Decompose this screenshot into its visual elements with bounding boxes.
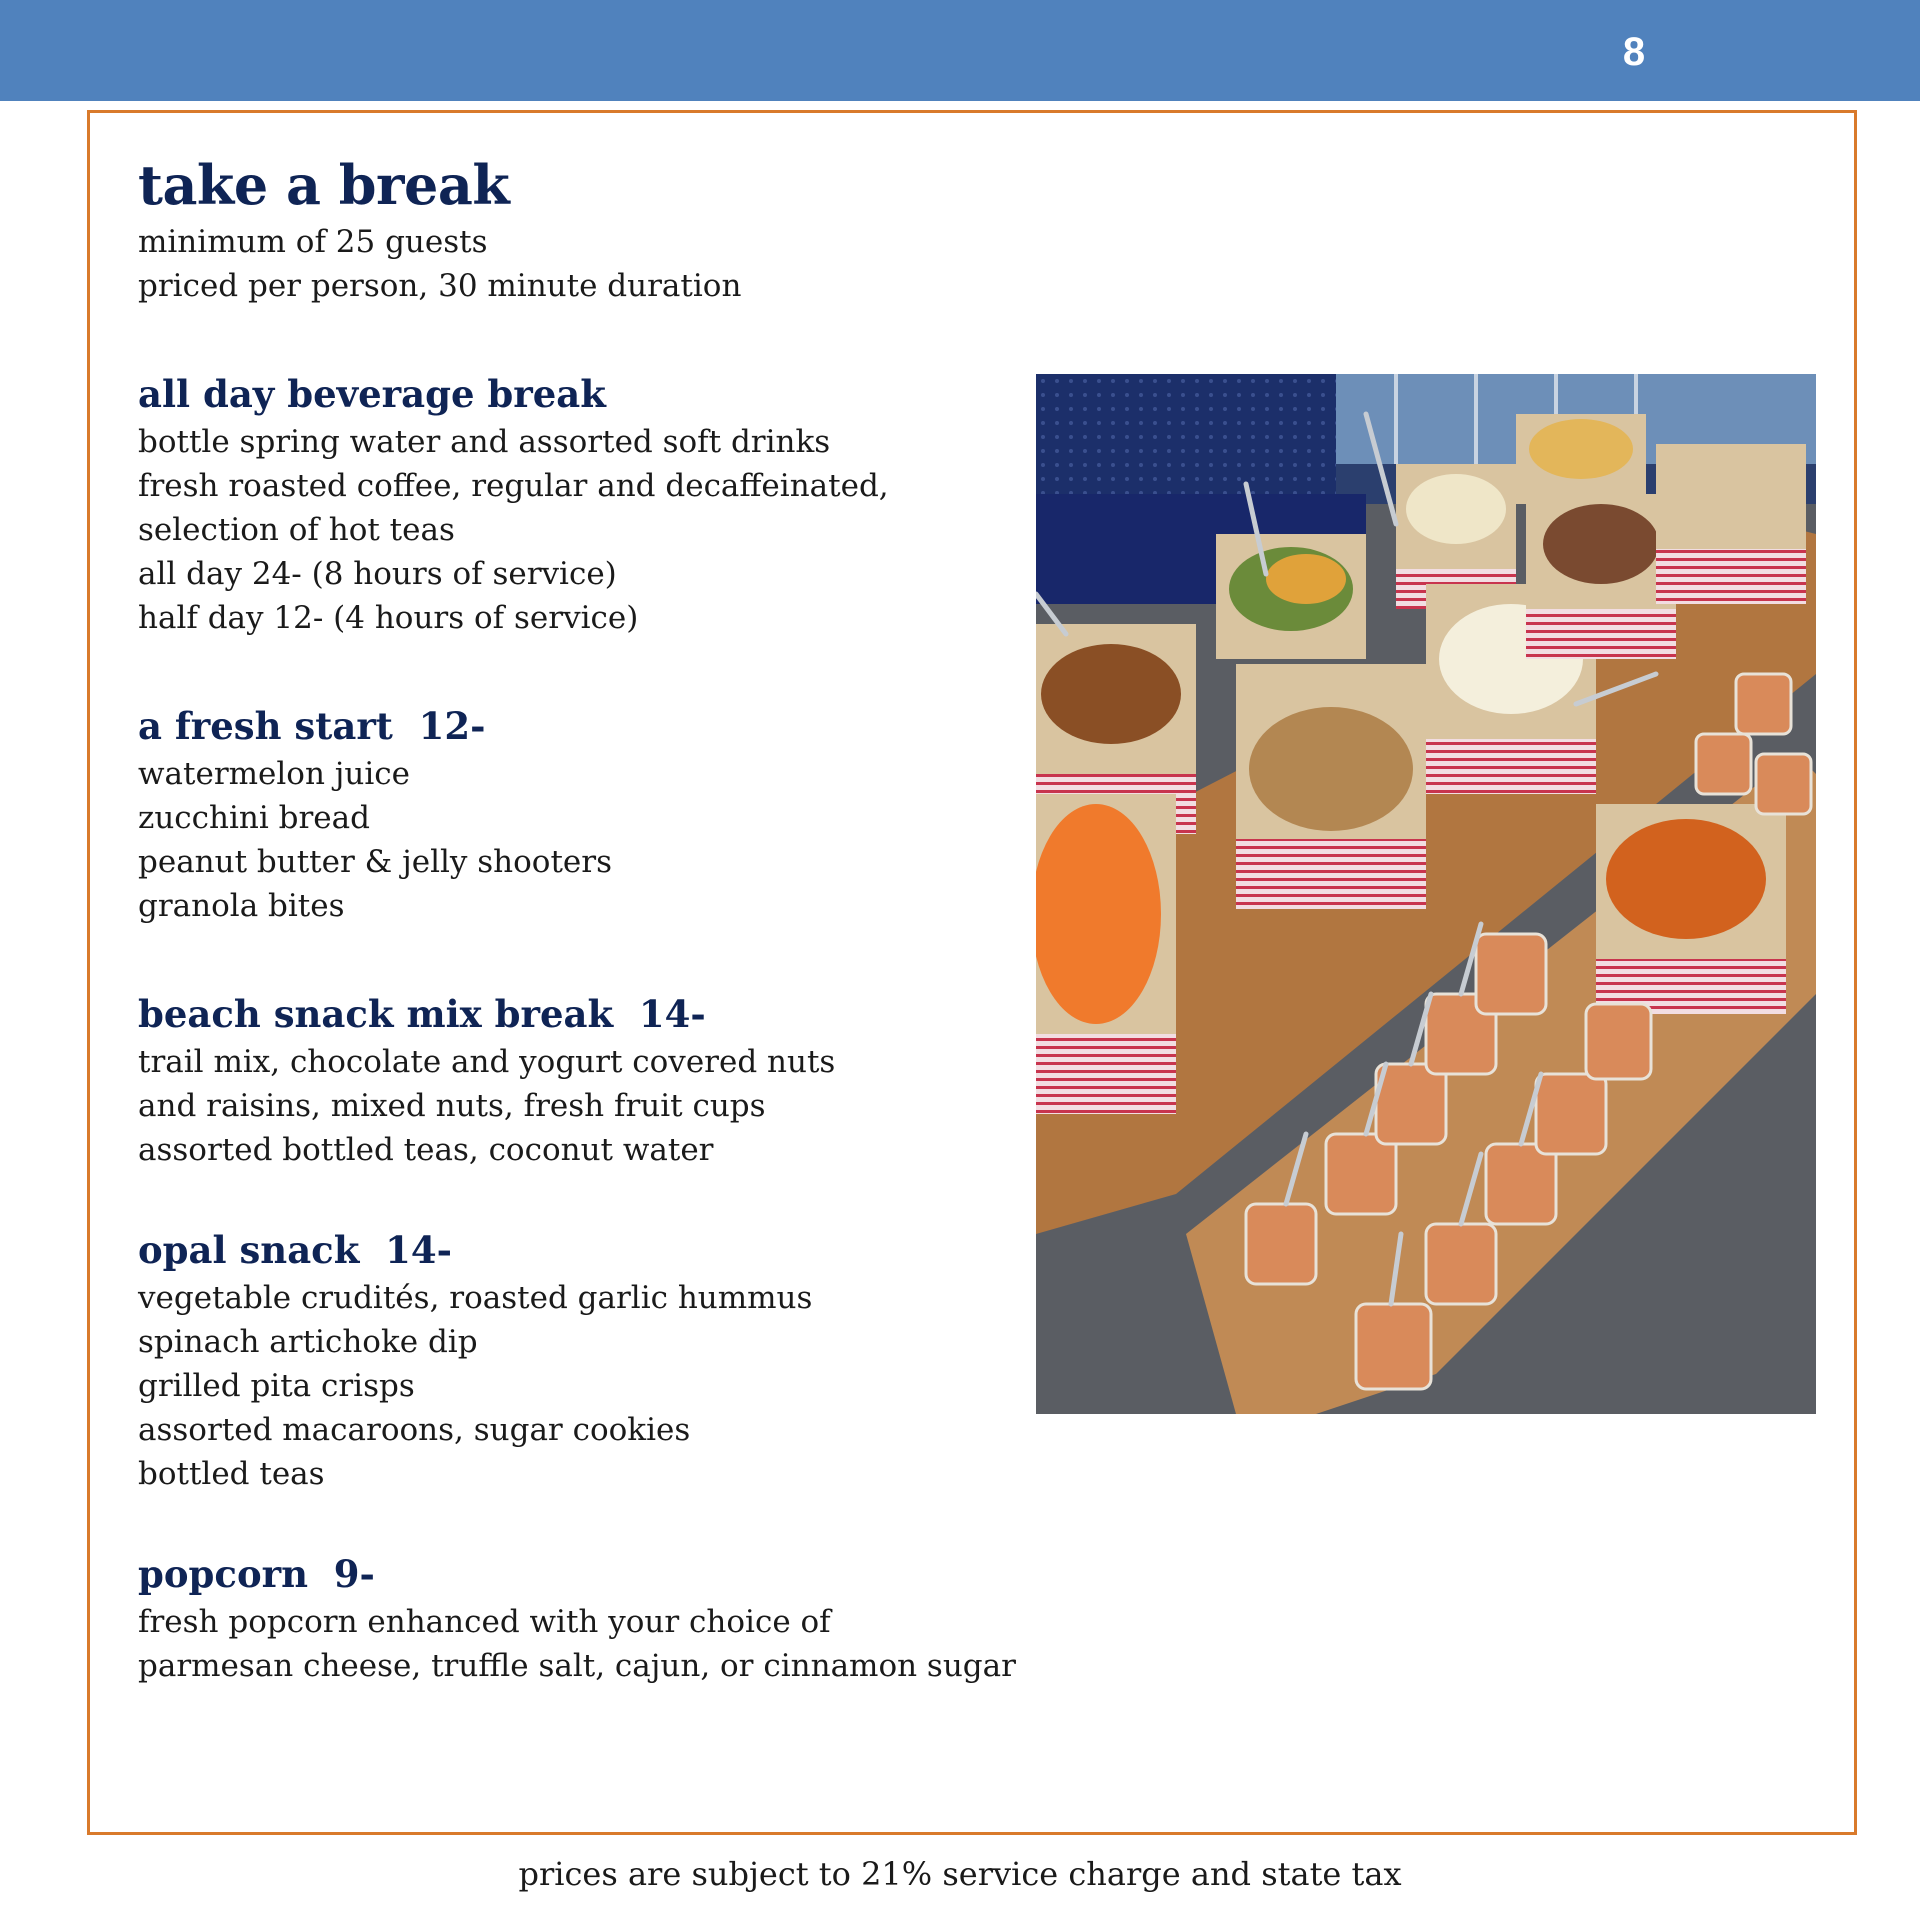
section-line: zucchini bread — [138, 800, 370, 836]
section-line: parmesan cheese, truffle salt, cajun, or cinnamon sugar — [138, 1648, 1016, 1684]
section-fresh-start — [138, 700, 1038, 928]
section-title: beach snack mix break 14- — [138, 992, 706, 1036]
section-line: trail mix, chocolate and yogurt covered nuts — [138, 1044, 836, 1080]
section-line: half day 12- (4 hours of service) — [138, 600, 639, 636]
section-line: fresh roasted coffee, regular and decaffeinated, — [138, 468, 889, 504]
section-title: a fresh start 12- — [138, 704, 486, 748]
subtitle-line: priced per person, 30 minute duration — [138, 268, 742, 304]
section-line: granola bites — [138, 888, 345, 924]
section-line: vegetable crudités, roasted garlic hummus — [138, 1280, 813, 1316]
section-title: all day beverage break — [138, 372, 606, 416]
section-line: grilled pita crisps — [138, 1368, 415, 1404]
footer-note: prices are subject to 21% service charge and state tax — [518, 1855, 1402, 1893]
section-line: spinach artichoke dip — [138, 1324, 478, 1360]
subtitle-line: minimum of 25 guests — [138, 224, 488, 260]
section-beverage-break — [138, 368, 1038, 640]
section-line: selection of hot teas — [138, 512, 455, 548]
section-line: peanut butter & jelly shooters — [138, 844, 612, 880]
section-title: popcorn 9- — [138, 1552, 375, 1596]
section-line: and raisins, mixed nuts, fresh fruit cups — [138, 1088, 766, 1124]
section-beach-snack-mix — [138, 988, 1038, 1172]
menu-content — [138, 150, 1038, 1688]
section-line: fresh popcorn enhanced with your choice of — [138, 1604, 831, 1640]
section-popcorn — [138, 1548, 1038, 1688]
snack-buffet-photo — [1036, 374, 1816, 1414]
section-title: opal snack 14- — [138, 1228, 452, 1272]
section-line: assorted bottled teas, coconut water — [138, 1132, 714, 1168]
page-title: take a break — [138, 153, 510, 217]
section-line: bottled teas — [138, 1456, 325, 1492]
header-bar — [0, 0, 1920, 101]
page-number: 8 — [1622, 30, 1646, 74]
section-line: assorted macaroons, sugar cookies — [138, 1412, 691, 1448]
section-opal-snack — [138, 1224, 1038, 1496]
section-line: bottle spring water and assorted soft drinks — [138, 424, 831, 460]
section-line: all day 24- (8 hours of service) — [138, 556, 617, 592]
section-line: watermelon juice — [138, 756, 410, 792]
